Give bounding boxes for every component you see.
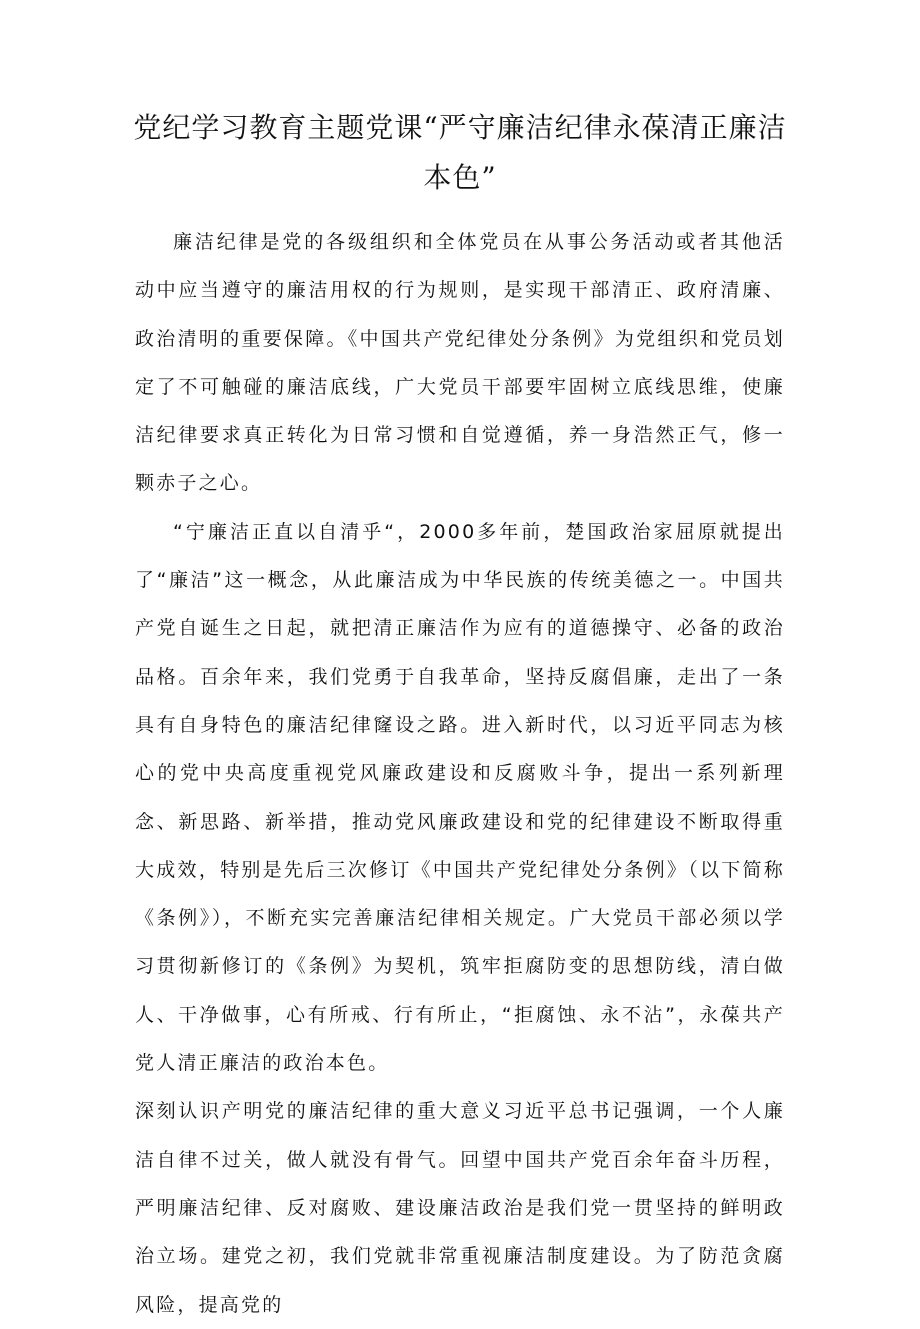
paragraph-1: 廉洁纪律是党的各级组织和全体党员在从事公务活动或者其他活动中应当遵守的廉洁用权的行为规则，是实现干部清正、政府清廉、政治清明的重要保障。《中国共产党纪律处分条例》为党组织和党员划定了不可触碰的廉洁底线，广大党员干部要牢固树立底线思维，使廉洁纪律要求真正转化为日常习惯和自觉遵循，养一身浩然正气，修一颗赤子之心。	[135, 231, 785, 495]
document-body	[135, 218, 785, 1329]
document-title: 党纪学习教育主题党课“严守廉洁纪律永葆清正廉洁本色”	[133, 111, 787, 194]
paragraph-3: 深刻认识产明党的廉洁纪律的重大意义习近平总书记强调，一个人廉洁自律不过关，做人就没有骨气。回望中国共产党百余年奋斗历程，严明廉洁纪律、反对腐败、建设廉洁政治是我们党一贯坚持的鲜明政治立场。建党之初，我们党就非常重视廉洁制度建设。为了防范贪腐风险，提高党的	[135, 1100, 785, 1316]
paragraph-2: “宁廉洁正直以自清乎“，2000多年前，楚国政治家屈原就提出了“廉洁”这一概念，从此廉洁成为中华民族的传统美德之一。中国共产党自诞生之日起，就把清正廉洁作为应有的道德操守、必备的政治品格。百余年来，我们党勇于自我革命，坚持反腐倡廉，走出了一条具有自身特色的廉洁纪律窿设之路。进入新时代，以习近平同志为核心的党中央高度重视党风廉政建设和反腐败斗争，提出一系列新理念、新思路、新举措，推动党风廉政建设和党的纪律建设不断取得重大成效，特别是先后三次修订《中国共产党纪律处分条例》（以下简称《条例》），不断充实完善廉洁纪律相关规定。广大党员干部必须以学习贯彻新修订的《条例》为契机，筑牢拒腐防变的思想防线，清白做人、干净做事，心有所戒、行有所止，“拒腐蚀、永不沾”，永葆共产党人清正廉洁的政治本色。	[135, 520, 785, 1075]
